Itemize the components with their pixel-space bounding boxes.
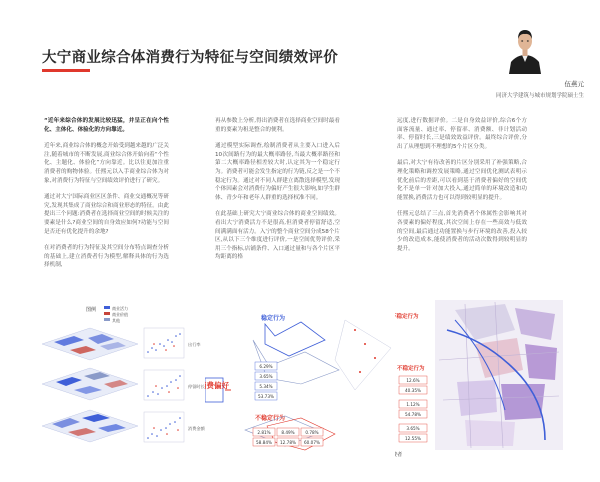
paragraph: 再从参数上分析,得出消费者在选择商业空间时最看重的要素为租是整合的便利。 (215, 118, 340, 133)
text-column-1 (44, 117, 169, 278)
box-value: 12.6% (406, 378, 420, 383)
unstable-behavior-label: 不稳定行为 (255, 415, 286, 422)
text-column-2 (215, 117, 340, 270)
side-label: 停留时长 (188, 384, 205, 389)
paragraph: 任熙元总结了三点,首先消费者个体属性会影响其对各要素的偏好程度,其次空间上存在一些高效与低效的空间,最后通过功能置换与步行环境的改善,投入较少的改造成本,能使消费者的活动次数得到较明显的提升。 (397, 211, 527, 252)
paragraph: 最后,对大宁有待改善的片区分别采用了补强策略,合理化策略和调控发展策略,通过空间优化测试表明示优化前后的差距,可以看到基于消费者偏好的空间优化不是单一针对加大投入,通过简单的环境改造和功能置换,消费活力也可以得到较明显的提升。 (397, 160, 527, 201)
box-value: 1.12% (406, 402, 420, 407)
iso-layer-1 (42, 328, 138, 360)
legend-title: 图例 (86, 307, 97, 313)
legend-item: 商业活力 (112, 306, 128, 311)
box-value: 5.34% (259, 384, 273, 389)
side-label: 出行率 (188, 342, 201, 347)
author-portrait (507, 22, 543, 74)
box-value: 53.73% (258, 394, 274, 399)
mini-scatter-plots (144, 328, 184, 442)
iso-layer-3 (42, 410, 138, 442)
side-label: 消费金额 (188, 426, 205, 431)
legend-item: 其他 (112, 318, 120, 323)
author-name: 伍燕元 (564, 80, 584, 88)
author-affiliation: 同济大学建筑与城市规划学院硕士生 (495, 93, 584, 99)
title-underline (42, 69, 90, 72)
box-value: 40.35% (405, 388, 421, 393)
box-value: 58.84% (256, 440, 272, 445)
iso-layer-2 (42, 368, 138, 400)
paragraph: 在此基础上研究大宁商业综合体的商业空间绩效。看出大宁消费活力不是很高,但消费者停留舒适,空间满满面有活力。入宁的整个商业空间分成58个片区,从以下三个维度进行评价,一是空间优势评价,采用三个指标,店铺条件、入口通过量和与各个片区平均距离的格 (215, 211, 340, 261)
figure-behavior-paths (205, 300, 395, 460)
figure-isometric-layers (40, 300, 205, 460)
big-label-part: 费偏好 (206, 381, 229, 390)
box-value: 2.81% (257, 430, 271, 435)
legend-item: 商业价值 (112, 312, 128, 317)
unstable-behavior-label: 不稳定行为 (397, 366, 425, 372)
box-value: 3.65% (406, 426, 420, 431)
paragraph: 通过对大宁国际商业区区条件、商业交通概况等研究,发现其集成了商业综合和商业形态的特征。由此提出三个问题:消费者在选择商业空间的时候关注的要素是什么?商业空间的自身效应如何?功能与空间是否还有优化提升的余地? (44, 194, 169, 235)
box-value: 60.07% (304, 440, 320, 445)
figure-caption: 者 (397, 452, 403, 458)
page-title: 大宁商业综合体消费行为特征与空间绩效评价 (42, 50, 338, 66)
stable-behavior-label: 稳定行为 (261, 315, 286, 322)
box-value: 3.65% (259, 374, 273, 379)
box-value: 8.49% (281, 430, 295, 435)
lead-paragraph: “近年来综合体的发展比较迅猛，并呈正在向个性化、主体化、体验化的方向靠近。 (44, 118, 169, 133)
paragraph: 远度,进行数据评价。二是自身效益评价,综合6个方面客流量、通过率、停留率、消费额、非计划活动率、停留时长,三是绩效效益评价。最终综合评价,分出了从理想到不理想的5个片区分类。 (397, 118, 527, 150)
paragraph: 近年来,商业综合体的概念开始受到越来越的广泛关注,随着城市的不断发展,商业综合体开始向着“个性化、主题化、体验化”方向靠近。比以往更加注重消费者的购物体验。任熙元以入手商业综合体为对象,对消费行为特征与空间绩效评价进行了研究。 (44, 143, 169, 184)
box-value: 12.55% (405, 436, 421, 441)
paragraph: 在对消费者的行为特征及其空间分布特点调查分析的基础上,建立消费者行为模型,解释具体的行为选择机制, (44, 245, 169, 269)
box-value: 0.78% (305, 430, 319, 435)
paragraph: 通过模型实际调查,绘制消费者从主要入口进入后10次间路行为的最大概率路径,当最大概率路径和第二大概率路径相差较大时,认定其为一个稳定行为。消费者可能会发生指定的行为链,反之是一个不稳定行为。通过对不同人群建立离散选择模型,发现个体因素会对消费行为偏好产生很大影响,如学生群体、青少年和老年人群重的选择权准不同。 (215, 143, 340, 201)
box-value: 12.78% (280, 440, 296, 445)
box-value: 54.78% (405, 412, 421, 417)
figure-space-map (395, 300, 563, 460)
unstable-behavior-label: 稳定行为 (396, 314, 419, 320)
box-value: 6.29% (259, 364, 273, 369)
text-column-3 (397, 117, 527, 261)
